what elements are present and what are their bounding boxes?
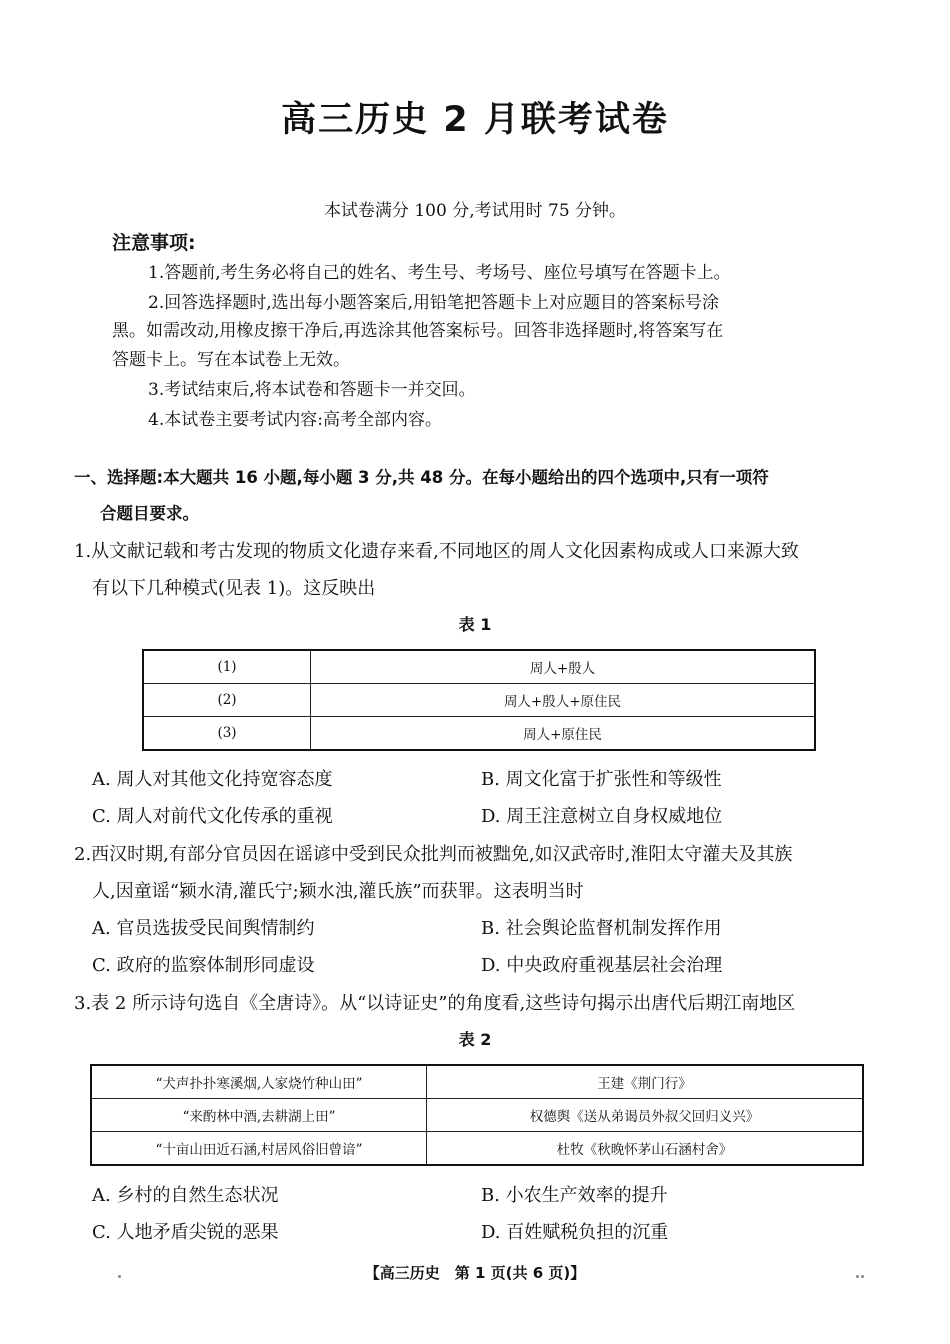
scan-speck xyxy=(861,1275,864,1278)
table-row xyxy=(143,684,815,717)
table-row xyxy=(143,650,815,684)
section-heading-line2: 合题目要求。 xyxy=(100,504,199,523)
q3-cell-source: 王建《荆门行》 xyxy=(427,1065,864,1099)
q3-option-d: D. 百姓赋税负担的沉重 xyxy=(481,1222,669,1243)
q3-table xyxy=(90,1064,864,1166)
notice-line-1: 1.答题前,考生务必将自己的姓名、考生号、考场号、座位号填写在答题卡上。 xyxy=(148,263,731,283)
notice-line-5: 3.考试结束后,将本试卷和答题卡一并交回。 xyxy=(148,380,476,400)
q1-option-a: A. 周人对其他文化持宽容态度 xyxy=(92,769,333,790)
q3-option-a: A. 乡村的自然生态状况 xyxy=(92,1185,279,1206)
q1-table xyxy=(142,649,816,751)
q1-stem-line1: 1.从文献记载和考古发现的物质文化遗存来看,不同地区的周人文化因素构成或人口来源大致 xyxy=(74,541,799,562)
q2-stem-line2: 人,因童谣“颍水清,灌氏宁;颍水浊,灌氏族”而获罪。这表明当时 xyxy=(92,881,584,902)
q3-cell-source: 权德舆《送从弟谒员外叔父回归义兴》 xyxy=(427,1099,864,1132)
q3-cell-verse: “来酌林中酒,去耕湖上田” xyxy=(91,1099,427,1132)
notice-line-2: 2.回答选择题时,选出每小题答案后,用铅笔把答题卡上对应题目的答案标号涂 xyxy=(148,293,720,313)
notice-title: 注意事项: xyxy=(112,232,196,254)
q1-option-c: C. 周人对前代文化传承的重视 xyxy=(92,806,333,827)
q2-option-d: D. 中央政府重视基层社会治理 xyxy=(481,955,723,976)
q1-cell-mode: (1) xyxy=(143,650,311,684)
table-row xyxy=(91,1099,863,1132)
q1-cell-composition: 周人+殷人+原住民 xyxy=(311,684,816,717)
notice-line-4: 答题卡上。写在本试卷上无效。 xyxy=(112,350,350,370)
notice-line-6: 4.本试卷主要考试内容:高考全部内容。 xyxy=(148,410,442,430)
q1-stem-line2: 有以下几种模式(见表 1)。这反映出 xyxy=(92,578,376,599)
q1-option-d: D. 周王注意树立自身权威地位 xyxy=(481,806,723,827)
scan-speck xyxy=(118,1275,121,1278)
q2-stem-line1: 2.西汉时期,有部分官员因在谣谚中受到民众批判而被黜免,如汉武帝时,淮阳太守灌夫及其族 xyxy=(74,844,793,865)
table-row xyxy=(91,1065,863,1099)
q1-option-b: B. 周文化富于扩张性和等级性 xyxy=(481,769,722,790)
q3-cell-source: 杜牧《秋晚怀茅山石涵村舍》 xyxy=(427,1132,864,1166)
q1-cell-composition: 周人+原住民 xyxy=(311,717,816,751)
section-heading-line1: 一、选择题:本大题共 16 小题,每小题 3 分,共 48 分。在每小题给出的四个选项中,只有一项符 xyxy=(74,468,769,487)
page-title: 高三历史 2 月联考试卷 xyxy=(281,100,669,140)
q1-table-caption: 表 1 xyxy=(458,615,492,634)
q3-cell-verse: “犬声扑扑寒溪烟,人家烧竹种山田” xyxy=(91,1065,427,1099)
q3-stem-line1: 3.表 2 所示诗句选自《全唐诗》。从“以诗证史”的角度看,这些诗句揭示出唐代后期江南地区 xyxy=(74,993,796,1014)
q3-option-c: C. 人地矛盾尖锐的恶果 xyxy=(92,1222,279,1243)
notice-line-3: 黑。如需改动,用橡皮擦干净后,再选涂其他答案标号。回答非选择题时,将答案写在 xyxy=(112,321,724,341)
scan-speck xyxy=(856,1275,859,1278)
exam-summary: 本试卷满分 100 分,考试用时 75 分钟。 xyxy=(323,201,627,221)
q1-cell-composition: 周人+殷人 xyxy=(311,650,816,684)
q2-option-c: C. 政府的监察体制形同虚设 xyxy=(92,955,315,976)
q2-option-a: A. 官员选拔受民间舆情制约 xyxy=(92,918,315,939)
q3-option-b: B. 小农生产效率的提升 xyxy=(481,1185,668,1206)
q3-table-caption: 表 2 xyxy=(458,1030,492,1049)
q1-cell-mode: (2) xyxy=(143,684,311,717)
q3-cell-verse: “十亩山田近石涵,村居风俗旧曾谙” xyxy=(91,1132,427,1166)
q1-cell-mode: (3) xyxy=(143,717,311,751)
table-row xyxy=(143,717,815,751)
q2-option-b: B. 社会舆论监督机制发挥作用 xyxy=(481,918,722,939)
page-footer: 【高三历史 第 1 页(共 6 页)】 xyxy=(364,1264,586,1282)
table-row xyxy=(91,1132,863,1166)
